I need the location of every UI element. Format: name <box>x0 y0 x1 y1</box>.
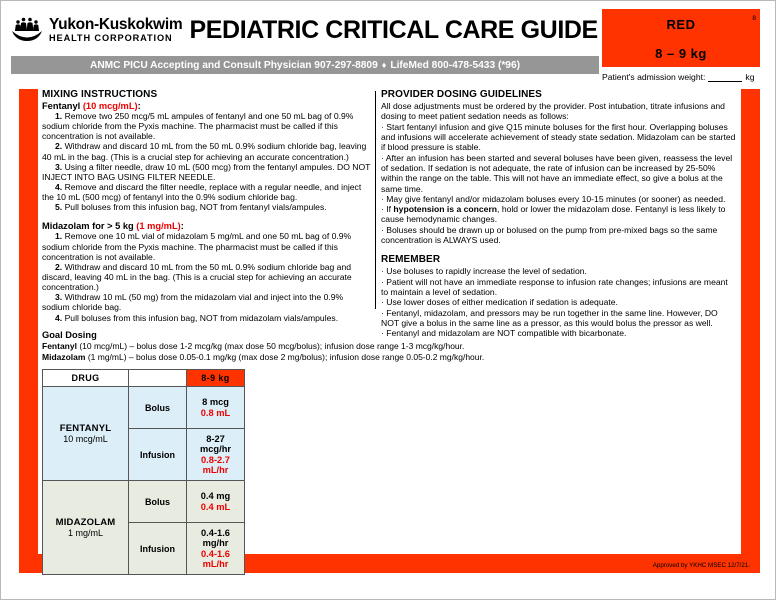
header-route <box>129 370 187 387</box>
weight-color-box <box>602 9 760 67</box>
header-drug: DRUG <box>43 370 129 387</box>
step-text: Remove and discard the filter needle, replace with a regular needle, and inject the 10 mL (500 mcg) of fentanyl into the 0.9% sodium chloride bag. <box>42 181 362 203</box>
goal-dosing-heading: Goal Dosing <box>42 330 97 340</box>
midazolam-mix-concentration: (1 mg/mL) <box>136 221 181 232</box>
dose-cell <box>187 387 245 429</box>
route-cell: Bolus <box>129 387 187 429</box>
contact-banner <box>11 56 599 74</box>
dose-amount-unit: mcg/hr <box>200 444 231 455</box>
list-item <box>42 111 372 141</box>
dose-volume: 0.4 mL <box>200 501 231 512</box>
step-text: Withdraw and discard 10 mL from the 50 mL 0.9% sodium chloride bag and discard, leaving 40 mL in the bag. (This is a crucial step for achieving an accurate concentration.) <box>42 261 352 293</box>
step-text: Remove two 250 mcg/5 mL ampules of fentanyl and one 50 mL bag of 0.9% sodium chloride from the Pyxis machine. The pharmacist must be called if this concentration is not available. <box>42 111 354 142</box>
list-item: · After an infusion has been started and several boluses have been given, reassess the level of sedation. If sedation is not adequate, the rate of infusion can be increased by 25-50% within the range on the table. This will not have an immediate effect, so give a bolus at the same time. <box>381 152 733 194</box>
logo-name: Yukon-Kuskokwim <box>49 16 183 34</box>
organization-logo <box>11 16 182 44</box>
drug-cell-midazolam <box>43 481 129 575</box>
bullet-emphasis: hypotension is a concern <box>393 204 498 215</box>
route-cell: Infusion <box>129 429 187 481</box>
dose-volume: 0.4-1.6 <box>201 548 230 559</box>
table-row <box>43 481 245 523</box>
list-item: · Fentanyl and midazolam are NOT compatible with bicarbonate. <box>381 328 627 339</box>
fentanyl-mix-header <box>42 101 372 111</box>
goal-dosing-fentanyl <box>42 341 542 352</box>
mixing-heading: MIXING INSTRUCTIONS <box>42 89 158 100</box>
step-number: 2. <box>55 261 63 272</box>
step-number: 5. <box>55 202 63 213</box>
list-item <box>42 162 372 182</box>
step-number: 2. <box>55 141 63 152</box>
route-cell: Bolus <box>129 481 187 523</box>
list-item: · Boluses should be drawn up or bolused on the pump from pre-mixed bags so the same concentration is ALWAYS used. <box>381 224 718 246</box>
column-divider <box>375 91 376 309</box>
goal-drug-detail: (1 mg/mL) – bolus dose 0.05-0.1 mg/kg (max dose 2 mg/bolus); infusion dose range 0.05-0.2 mg/kg/hour. <box>85 352 485 363</box>
dose-cell <box>187 523 245 575</box>
list-item: · Fentanyl, midazolam, and pressors may be run together in the same line. However, DO NOT give a bolus in the same line as a pressor, as this would bolus the pressor as well. <box>381 307 718 328</box>
admission-weight-blank[interactable] <box>708 73 742 82</box>
drug-name: FENTANYL <box>59 423 112 434</box>
step-number: 1. <box>55 231 63 242</box>
table-header-row <box>43 370 245 387</box>
fentanyl-steps <box>42 111 372 212</box>
dose-amount: 0.4-1.6 <box>201 527 230 538</box>
list-item: · If hypotension is a concern, hold or lower the midazolam dose. Fentanyl is less likely to cause hemodynamic changes. <box>381 204 726 225</box>
spacer <box>42 212 372 221</box>
bullet-text: If <box>386 204 394 215</box>
step-text: Using a filter needle, draw 10 mL (500 mcg) from the fentanyl ampules. DO NOT INJECT INTO BAG USING FILTER NEEDLE. <box>42 161 371 182</box>
dose-table <box>42 369 245 575</box>
list-item <box>42 292 372 312</box>
page-header <box>11 9 599 51</box>
spacer <box>381 245 736 254</box>
fentanyl-mix-name: Fentanyl <box>42 101 81 111</box>
admission-weight-unit: kg <box>745 72 755 82</box>
list-item <box>42 262 372 292</box>
remember-heading: REMEMBER <box>381 254 441 266</box>
lifemed-contact: LifeMed 800-478-5433 (*96) <box>390 59 521 71</box>
header-weight: 8-9 kg <box>187 370 245 387</box>
weight-range-label: 8 – 9 kg <box>655 46 707 61</box>
mixing-instructions-column <box>42 89 372 323</box>
list-item <box>42 182 372 202</box>
provider-heading: PROVIDER DOSING GUIDELINES <box>381 89 542 100</box>
step-text: Withdraw and discard 10 mL from the 50 mL 0.9% sodium chloride bag, leaving 40 mL in the bag. (This is a crucial step for achieving an accurate concentration.) <box>42 141 367 162</box>
dose-cell <box>187 429 245 481</box>
step-text: Pull boluses from this infusion bag, NOT from midazolam vials/ampules. <box>64 312 339 323</box>
bullet-text: Use lower doses of either medication if sedation is adequate. <box>386 297 618 308</box>
drug-cell-fentanyl <box>43 387 129 481</box>
route-cell: Infusion <box>129 523 187 575</box>
dose-amount: 8-27 <box>206 433 225 444</box>
dose-volume: 0.8-2.7 <box>201 454 230 465</box>
dose-volume-unit: mL/hr <box>202 558 229 569</box>
list-item <box>42 313 372 323</box>
goal-drug-name: Midazolam <box>42 352 86 363</box>
bullet-text: After an infusion has been started and several boluses have been given, reassess the level of sedation. If sedation is not adequate, the rate of infusion can be increased by 25-50% within the range on the table. This will not have an immediate effect, so give a bolus at the same time. <box>381 152 733 194</box>
provider-intro: All dose adjustments must be ordered by the provider. Post intubation, titrate infusions and dosing to meet patient sedation needs as follows: <box>381 101 725 122</box>
page-number: 8 <box>752 15 756 22</box>
midazolam-mix-header <box>42 221 372 231</box>
admission-weight-label: Patient's admission weight: <box>602 72 706 82</box>
drug-name: MIDAZOLAM <box>55 517 116 528</box>
bullet-text: May give fentanyl and/or midazolam boluses every 10-15 minutes (or sooner) as needed. <box>386 193 726 204</box>
dose-cell <box>187 481 245 523</box>
logo-subtitle: HEALTH CORPORATION <box>49 32 173 43</box>
list-item: · May give fentanyl and/or midazolam boluses every 10-15 minutes (or sooner) as needed. <box>381 193 726 204</box>
logo-wordmark <box>49 17 182 43</box>
frame-right-bar <box>741 89 760 573</box>
step-text: Withdraw 10 mL (50 mg) from the midazolam vial and inject into the 0.9% sodium chloride bag. <box>42 292 344 313</box>
goal-dosing-section <box>42 330 542 363</box>
bullet-text: Fentanyl, midazolam, and pressors may be run together in the same line. However, DO NOT give a bolus in the same line as a pressor, as this would bolus the pressor as well. <box>381 307 718 328</box>
drug-concentration: 10 mcg/mL <box>63 434 108 444</box>
list-item <box>42 141 372 161</box>
provider-guidelines-column <box>381 89 736 339</box>
people-in-boat-logo-icon <box>11 16 43 44</box>
midazolam-mix-name: Midazolam for > 5 kg <box>42 221 134 232</box>
fentanyl-mix-concentration: (10 mcg/mL) <box>82 101 138 111</box>
colon: : <box>180 221 184 232</box>
dose-volume-unit: mL/hr <box>202 464 229 475</box>
goal-drug-name: Fentanyl <box>42 341 77 351</box>
bullet-text: Start fentanyl infusion and give Q15 minute boluses for the first hour. Overlapping boluses and infusions will accelerate achievement of steady state sedation. Midazolam can be started if blood pressure is stable. <box>381 121 736 153</box>
step-number: 3. <box>55 161 63 172</box>
step-text: Pull boluses from this infusion bag, NOT from fentanyl vials/ampules. <box>64 202 327 213</box>
dose-volume: 0.8 mL <box>200 407 231 418</box>
page-title: PEDIATRIC CRITICAL CARE GUIDE <box>189 15 598 44</box>
step-number: 3. <box>55 292 63 303</box>
step-number: 1. <box>55 111 63 121</box>
dose-amount: 8 mcg <box>202 397 229 408</box>
drug-concentration: 1 mg/mL <box>67 528 103 538</box>
step-text: Remove one 10 mL vial of midazolam 5 mg/mL and one 50 mL bag of 0.9% sodium chloride from the Pyxis machine. The pharmacist must be called if this concentration is not available. <box>42 231 352 262</box>
approval-stamp: Approved by YKHC MSEC 12/7/21. <box>652 562 750 569</box>
bullet-text: Boluses should be drawn up or bolused on the pump from pre-mixed bags so the same concentration is ALWAYS used. <box>381 224 718 246</box>
list-item: · Start fentanyl infusion and give Q15 minute boluses for the first hour. Overlapping boluses and infusions will accelerate achievement of steady state sedation. Midazolam can be started if blood pressure is stable. <box>381 121 736 153</box>
table-row <box>43 387 245 429</box>
bullet-text-tail: , hold or lower the midazolam dose. Fentanyl is less likely to cause hemodynamic changes. <box>381 204 726 225</box>
frame-left-bar <box>19 89 38 573</box>
bullet-text: Patient will not have an immediate response to infusion rate changes; infusions are meant to maintain a level of sedation. <box>381 276 728 297</box>
step-number: 4. <box>55 181 63 192</box>
list-item: · Use boluses to rapidly increase the level of sedation. <box>381 266 587 277</box>
midazolam-steps <box>42 231 372 322</box>
admission-weight-field[interactable] <box>602 69 760 85</box>
list-item <box>42 202 372 212</box>
bullet-text: Fentanyl and midazolam are NOT compatible with bicarbonate. <box>386 328 627 339</box>
dose-amount-unit: mg/hr <box>202 538 229 549</box>
color-label: RED <box>666 17 696 32</box>
step-number: 4. <box>55 312 63 323</box>
list-item: · Use lower doses of either medication if sedation is adequate. <box>381 297 618 308</box>
goal-dosing-midazolam <box>42 352 542 363</box>
diamond-separator-icon: ♦ <box>381 60 387 70</box>
dose-amount: 0.4 mg <box>200 491 231 502</box>
list-item <box>42 231 372 261</box>
anmc-contact: ANMC PICU Accepting and Consult Physician 907-297-8809 <box>89 59 378 71</box>
colon: : <box>137 101 141 111</box>
list-item: · Patient will not have an immediate response to infusion rate changes; infusions are meant to maintain a level of sedation. <box>381 276 728 297</box>
bullet-text: Use boluses to rapidly increase the level of sedation. <box>386 266 587 277</box>
goal-drug-detail: (10 mcg/mL) – bolus dose 1-2 mcg/kg (max dose 50 mcg/bolus); infusion dose range 1-3 mcg/kg/hour. <box>76 341 465 351</box>
